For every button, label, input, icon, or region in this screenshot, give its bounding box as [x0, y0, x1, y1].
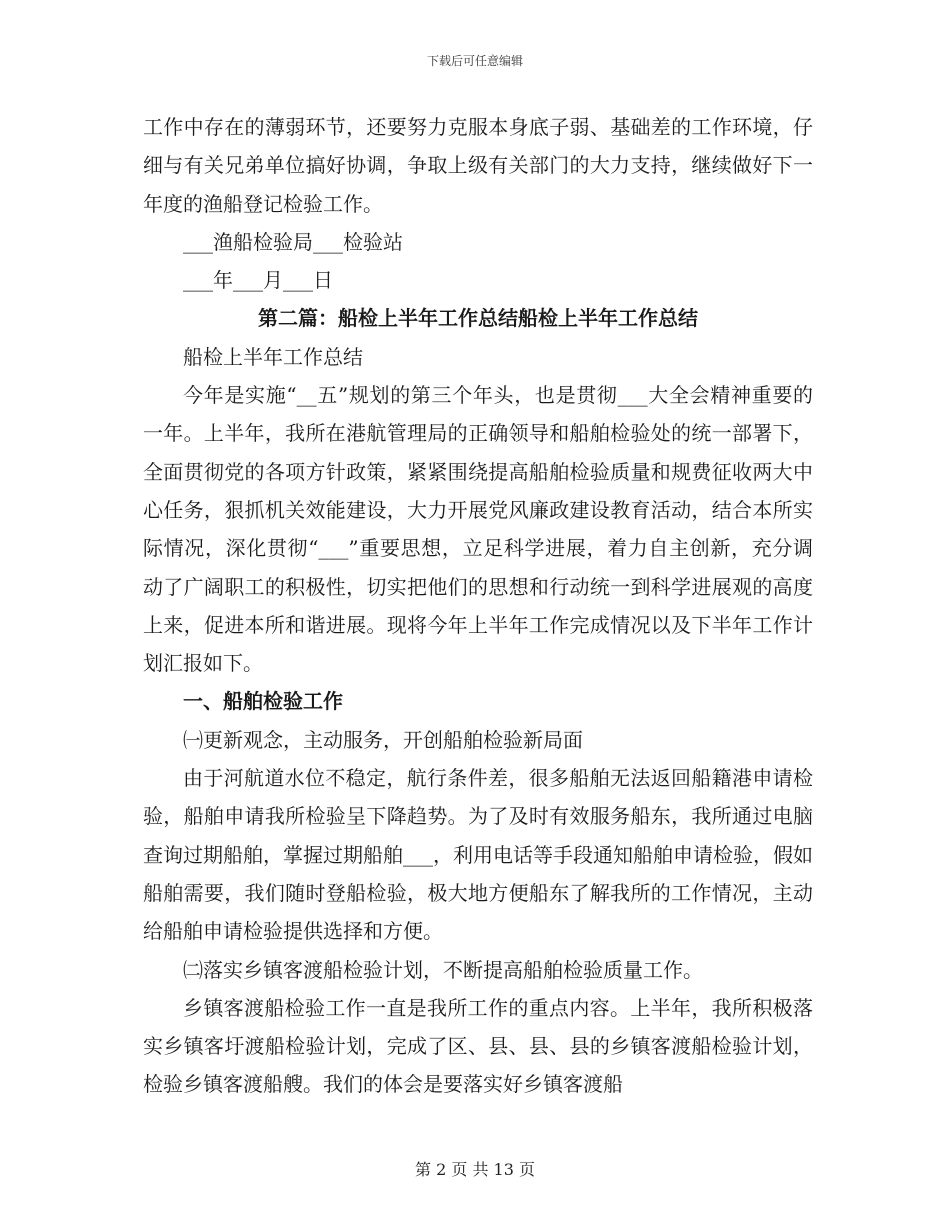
subtitle: 船检上半年工作总结: [183, 344, 363, 369]
paragraph-continuation: 工作中存在的薄弱环节，还要努力克服本身底子弱、基础差的工作环境，仔细与有关兄弟单位搞好协调，争取上级有关部门的大力支持，继续做好下一年度的渔船登记检验工作。: [143, 115, 813, 216]
page-footer: 第 2 页 共 13 页: [415, 1160, 535, 1179]
heading-ship-inspection: 一、船舶检验工作: [183, 689, 343, 714]
page-header: 下载后可任意编辑: [426, 54, 523, 68]
signature-date: ___年___月___日: [183, 268, 333, 293]
subheading-2: ㈡落实乡镇客渡船检验计划，不断提高船舶检验质量工作。: [183, 957, 703, 982]
document-body: [143, 108, 813, 1104]
section-title: 第二篇：船检上半年工作总结船检上半年工作总结: [258, 306, 698, 331]
subheading-1: ㈠更新观念，主动服务，开创船舶检验新局面: [183, 727, 583, 752]
paragraph-2: 乡镇客渡船检验工作一直是我所工作的重点内容。上半年，我所积极落实乡镇客圩渡船检验计划，完成了区、县、县、县的乡镇客渡船检验计划，检验乡镇客渡船艘。我们的体会是要落实好乡镇客渡船: [143, 995, 813, 1097]
paragraph-1: 由于河航道水位不稳定，航行条件差，很多船舶无法返回船籍港申请检验，船舶申请我所检验呈下降趋势。为了及时有效服务船东，我所通过电脑查询过期船舶，掌握过期船舶___，利用电话等手段通知船舶申请检验，假如船舶需要，我们随时登船检验，极大地方便船东了解我所的工作情况，主动给船舶申请检验提供选择和方便。: [143, 766, 813, 944]
paragraph-intro: 今年是实施“__五”规划的第三个年头，也是贯彻___大全会精神重要的一年。上半年，我所在港航管理局的正确领导和船舶检验处的统一部署下，全面贯彻党的各项方针政策，紧紧围绕提高船舶检验质量和规费征收两大中心任务，狠抓机关效能建设，大力开展党风廉政建设教育活动，结合本所实际情况，深化贯彻“___”重要思想，立足科学进展，着力自主创新，充分调动了广阔职工的积极性，切实把他们的思想和行动统一到科学进展观的高度上来，促进本所和谐进展。现将今年上半年工作完成情况以及下半年工作计划汇报如下。: [143, 383, 813, 676]
signature-org: ___渔船检验局___检验站: [183, 229, 403, 254]
